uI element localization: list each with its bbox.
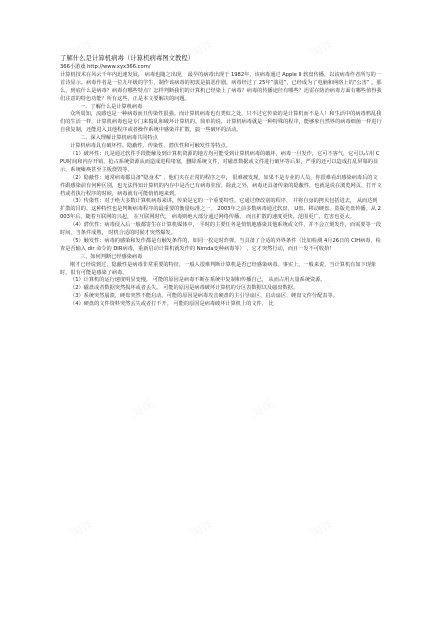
list-item: （4）潜伏性：病毒侵入后一般都寄生在计算机媒体中， 平时的主要任务是悄悄地感染其他系统或文件，并不会立刻发作，而需要等一段时间，当条件成熟， 时机合适的时候才突然爆发。 bbox=[60, 222, 382, 237]
list-item: （5）触发性：病毒的感染和发作都是有触发条件的，如同一枚定时炸弹，当具备了合适的外界条件（比如检测 4月26日的 CIH病毒，检查是否输入 dir 命令的 DIR病毒，重新启动计算机就发作的 Nimda变种病毒等） ，它才突然行动，而且一发不可收拾！ bbox=[60, 237, 381, 252]
list-item: （1）破坏性：凡是通过软件手段能触及到计算机资源的地方均可能受到计算机病毒的破坏，病毒一旦发作，它可不客气，它可以占用 CPU时间和内存开销，抢占系统资源从而造成进程堵塞，删除系统文件，对磁盘数据或文件进行破坏等后果，严重的还可以造成打乱屏幕的显示，系统瘫痪甚至主板烧毁等。 bbox=[60, 150, 380, 173]
watermark bbox=[127, 395, 156, 422]
list-item: （2）隐蔽性：通常病毒都具备“隐身术” ，他们夹在正常的程序之中， 很难被发现。如果不是专业的人员，你很难看出感染病毒后的文件跟感染前有何种区别，也无法得知计算机的内存中是否已有病毒驻留。除此之外，病毒还具备传染的隐蔽性，也就是说在浏览网页、打开文档或者执行程序的时候，病毒就有可能悄悄地来到。 bbox=[60, 174, 382, 197]
list-item: （3）传染性：对于绝大多数计算机病毒来讲，传染是它的一个重要特性。它通过修改别的程序， 并将自身的拷贝包括进去， 从而达到扩散的目的。这种特性也是判断病毒程序的最重要的衡量标准之一。 2003年之前多数病毒通过软盘、 U盘、移动硬盘、盗版光盘传播。从 2003年后，随着互联网的兴起， 在互联网时代， 病毒则绝大部分通过网络传播， 而且扩散的速度更快，范围更广，危害也更大。 bbox=[60, 198, 381, 221]
list-item: （4）硬盘的文件资料突然丢失或者打不开。 可能的原因是病毒破坏计算机上的文件， 比 bbox=[70, 301, 274, 308]
watermark bbox=[307, 515, 336, 542]
list-item: （1）计算机的运行速度明显变慢。 可能的原因是病毒不断在系统中复制和传播自己， 从而占用大量系统资源。 bbox=[70, 277, 326, 284]
paragraph: 计算机病毒具有破坏性、隐蔽性、传染性、潜伏性和可触发性等特点。 bbox=[70, 143, 231, 150]
section-heading-2: 二、深入理解计算机病毒共同特点 bbox=[80, 135, 158, 142]
watermark bbox=[187, 515, 216, 542]
list-item: （3）系统突然崩溃，硬盘突然不能启动。可能的原因是病毒攻击硬盘的主引导扇区、启动扇区、硬盘文件分配表等。 bbox=[70, 293, 338, 300]
watermark bbox=[67, 515, 96, 542]
site-line: 366小游戏 http://www.xyx366.com/ bbox=[60, 64, 151, 70]
document-title: 了解什么是计算机病毒（计算机病毒图文教程） bbox=[60, 54, 195, 62]
section-heading-1: 一、了解什么是计算机病毒 bbox=[80, 103, 143, 110]
list-item: （2）磁盘或者数据突然损坏或者丢失。 可能的原因是病毒破坏计算机的分区表数据以及磁盘数据。 bbox=[70, 285, 299, 292]
document-body bbox=[60, 54, 382, 309]
intro-paragraph: 计算机技术在风云千年内迅速发展， 病毒也随之出现， 最早的病毒出现于 1982年，该病毒通过 Apple II 软盘传播，以该病毒作者所写的一首诗显示。病毒作者是一位九年级的学生，制作该病毒的初衷是搞恶作剧。病毒经过了 25年“演进”，已经成为了电脑和网络上的“公害” 。那么，到底什么是病毒？病毒有哪些特点？怎样判断我们的计算机已经染上了病毒？病毒的传播途径有哪些？迅雷在防治病毒方面有哪些值得我们注意的特色功能？所有这些，正是本文要解决的问题。 bbox=[60, 71, 382, 102]
section-heading-3: 三、如何判断已经感染病毒 bbox=[80, 253, 143, 260]
watermark bbox=[247, 395, 276, 422]
paragraph: 刚才已经说到过，隐蔽性是病毒非常重要的特征，一般人很难判断计算机是否已经感染病毒。事实上，一般来说，当计算机有如下现象时，很有可能是感染了病毒。 bbox=[60, 261, 377, 276]
paragraph: 众所周知，流感也是一种病毒而且传染性很强。而计算机病毒也有类似之处，只不过它传染的是计算机而不是人！和生活中的病毒鸦乱我们的生活一样，计算机病毒也是专门来捣乱和破坏计算机的。简单的说，计算机病毒就是一种特殊的程序，能够象自然界的病毒细菌一样进行自我复制，还能进入其他程序或者操作系统中感染并扩散，搞一些破坏的活动。 bbox=[60, 111, 382, 134]
